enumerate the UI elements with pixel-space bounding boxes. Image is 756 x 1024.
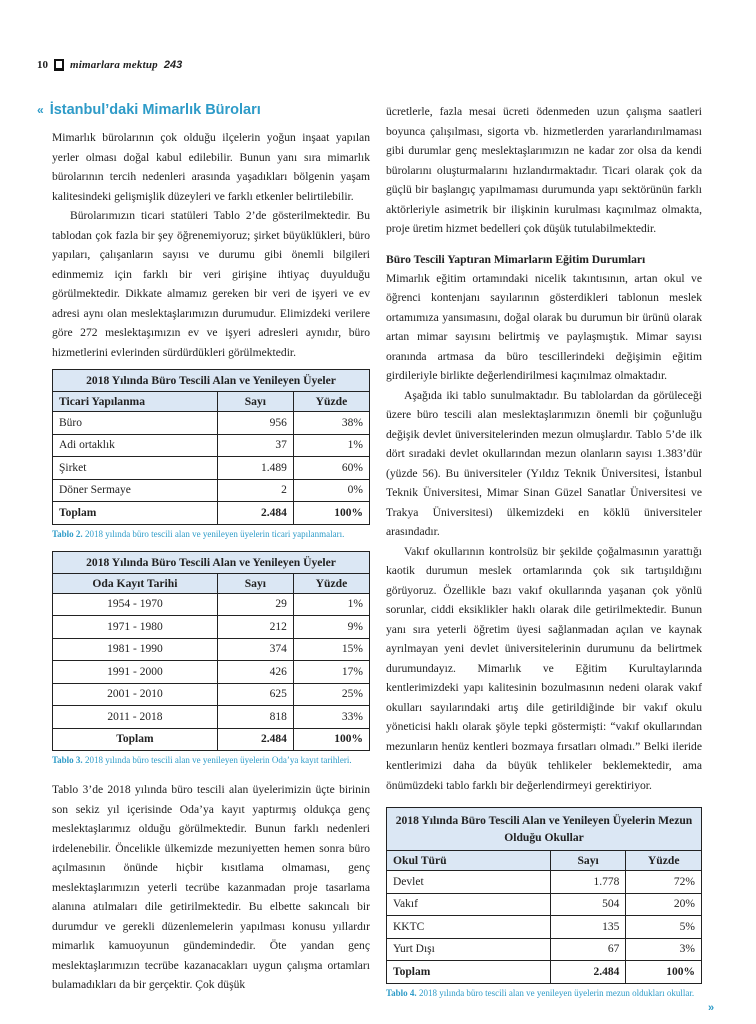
- paragraph: Vakıf okullarının kontrolsüz bir şekilde çoğalmasının yarattığı kaotik durumun meslek ortamlarında çok sık tartışıldığını görüyoruz. Özellikle bazı vakıf okullarında yaşanan çok yönlü sorunlar, ciddi eksiklikler haklı olarak dile getirilmektedir. Bunun yanı sıra yeterli öğretim üyesi sağlanmadan açılan ve kaynak ayrılmayan yeni devlet üniversitelerinin durumunu da belirtmek durumundayız. Mimarlık ve Eğitim Kurultaylarında kentlerimizdeki yapı kalitesinin bozulmasının nedeni olarak vakıf okulları sayılarındaki artış dile getirildiğinde bir vakıf okulu yöneticisi haklı olarak şöyle tepki göstermişti: “vakıf okullarından mezunların henüz kentleri bozmaya fırsatları olmadı.” Belki ileride kentlerimizi daha da büyük tehlikeler beklemektedir, ama önümüzdeki tablo farklı bir değerlendirmeyi gerektiriyor.: [386, 544, 702, 792]
- table-cell: 100%: [626, 961, 702, 984]
- subheading: Büro Tescili Yaptıran Mimarların Eğitim Durumları: [386, 252, 646, 266]
- table2-title: 2018 Yılında Büro Tescili Alan ve Yenileyen Üyeler: [53, 370, 370, 392]
- table-cell: 15%: [293, 638, 369, 661]
- table3-header: Sayı: [217, 573, 293, 593]
- table3-header: Oda Kayıt Tarihi: [53, 573, 218, 593]
- table3-caption: [52, 754, 370, 766]
- table-cell: Toplam: [393, 965, 431, 978]
- table4-caption: [386, 987, 702, 999]
- table2-header: Yüzde: [293, 392, 369, 412]
- table-cell: 135: [550, 916, 626, 939]
- paragraph: ücretlerle, fazla mesai ücreti ödenmeden uzun çalışma saatleri boyunca çalışılması, sigorta vb. hizmetlerden yararlandırılmaması gibi durumlar genç meslektaşlarımızın ne kadar zor olsa da kendi bürolarını oluşturmalarını hızlandırmaktadır. Ticari olarak çok da güçlü bir başlangıç yapılmaması durumunda yapı sektörünün farklı aktörleriyle asimetrik bir ilişkinin kurulması kaçınılmaz olmakta, proje üretim hizmet bedelleri çok düşük tutulabilmektedir.: [386, 105, 702, 235]
- table-total-row: [53, 502, 370, 525]
- section-title: [37, 102, 261, 118]
- table-cell: 2.484: [217, 728, 293, 751]
- table-cell: Şirket: [53, 457, 218, 480]
- table-row: [53, 479, 370, 502]
- table3-header: Yüzde: [293, 573, 369, 593]
- paragraph: Bürolarımızın ticari statüleri Tablo 2’de gösterilmektedir. Bu tablodan çok fazla bir şey öğrenemiyoruz; şirket büyüklükleri, büro yapıları, çalışanların sayısı ve durumu gibi önemli bilgileri edinmemiz için farklı bir veri girişine ihtiyaç duyulduğu görülmektedir. Dikkate almamız gereken bir veri de işyeri ve ev adresi aynı olan meslektaşlarımızın durumudur. Elimizdeki verilere göre 272 meslektaşımızın ev ve işyeri adresleri aynıdır, büro hizmetlerini evlerinden sürdürdükleri görülmektedir.: [52, 209, 370, 359]
- table-cell: 1.778: [550, 871, 626, 894]
- magazine-logo-icon: [54, 59, 64, 71]
- table-row: [53, 638, 370, 661]
- table4-header: Okul Türü: [387, 851, 551, 871]
- table-cell: 17%: [293, 661, 369, 684]
- table-cell: Adi ortaklık: [53, 434, 218, 457]
- table-cell: Toplam: [116, 733, 154, 746]
- table-row: [53, 661, 370, 684]
- paragraph: Mimarlık eğitim ortamındaki nicelik takıntısının, artan okul ve öğrenci kontenjanı sayılarının gösterdikleri tablonun meslek ortamımıza yansımasını, doğal olarak bu durumun bir ürünü olarak artan mimar sayısını belirtmiş ve paylaşmıştık. Mimar sayısı oranında artmasa da büro tescillerindeki değişimin eğitim girdileriyle birlikte değerlendirilmesi kaçınılmaz olmaktadır.: [386, 271, 702, 382]
- table2-header: Sayı: [217, 392, 293, 412]
- table-row: [387, 871, 702, 894]
- table4-header: Yüzde: [626, 851, 702, 871]
- table4-block: [386, 807, 702, 999]
- table-row: [53, 706, 370, 729]
- caption-label: Tablo 2.: [52, 528, 83, 539]
- table-cell: 1%: [293, 434, 369, 457]
- caption-text: 2018 yılında büro tescili alan ve yenileyen üyelerin Oda’ya kayıt tarihleri.: [84, 755, 352, 765]
- table-cell: 29: [217, 593, 293, 616]
- table-cell: Yurt Dışı: [387, 938, 551, 961]
- table-cell: 1971 - 1980: [53, 616, 218, 639]
- left-column: [52, 128, 370, 995]
- magazine-issue: 243: [163, 59, 183, 71]
- table-cell: 72%: [626, 871, 702, 894]
- table4-title: 2018 Yılında Büro Tescili Alan ve Yenileyen Üyelerin Mezun Olduğu Okullar: [387, 808, 702, 851]
- table-cell: 33%: [293, 706, 369, 729]
- caption-text: 2018 yılında büro tescili alan ve yenileyen üyelerin mezun oldukları okullar.: [418, 987, 695, 998]
- table-cell: 25%: [293, 683, 369, 706]
- table-cell: Vakıf: [387, 893, 551, 916]
- table-row: [53, 457, 370, 480]
- table-row: [387, 938, 702, 961]
- table-cell: Toplam: [59, 506, 97, 519]
- table-cell: 956: [217, 412, 293, 435]
- table-row: [53, 434, 370, 457]
- table-row: [53, 616, 370, 639]
- table-cell: 60%: [293, 457, 369, 480]
- table-cell: 2: [217, 479, 293, 502]
- table-cell: 67: [550, 938, 626, 961]
- table-cell: 1981 - 1990: [53, 638, 218, 661]
- table-cell: 1991 - 2000: [53, 661, 218, 684]
- table-cell: 625: [217, 683, 293, 706]
- table-cell: 100%: [293, 728, 369, 751]
- table2-block: [52, 369, 370, 540]
- table-cell: 212: [217, 616, 293, 639]
- table-cell: Devlet: [387, 871, 551, 894]
- table-total-row: [53, 728, 370, 751]
- table-row: [53, 683, 370, 706]
- page-header: [37, 57, 182, 73]
- caption-label: Tablo 3.: [52, 755, 83, 765]
- table-cell: 9%: [293, 616, 369, 639]
- table-cell: 818: [217, 706, 293, 729]
- table-cell: 374: [217, 638, 293, 661]
- table-cell: 1%: [293, 593, 369, 616]
- table-cell: 3%: [626, 938, 702, 961]
- table4-header: Sayı: [550, 851, 626, 871]
- table2-caption: [52, 528, 370, 540]
- table-cell: 0%: [293, 479, 369, 502]
- table-cell: 20%: [626, 893, 702, 916]
- paragraph: Tablo 3’de 2018 yılında büro tescili alan üyelerimizin üçte birinin son sekiz yıl içerisinde Oda’ya kayıt yaptırmış oldukça genç meslektaşlarımız olduğu görülmektedir. Bunun farklı nedenleri irdelenebilir. Öncelikle ülkemizde mezuniyetten hemen sonra büro açılmasının önünde hiçbir kısıtlama olmaması, genç meslektaşlarımızın yeterli tecrübe kazanmadan proje tasarlama alanına atılmaları dile getirilmektedir. Bu elbette sakıncalı bir durumdur ve gerekli düzenlemelerin yapılması konusu yıllardır mimarlık kamuoyunun gündemindedir. Öte yandan genç meslektaşlarımızın tecrübe kazanacakları uygun çalışma ortamları bulamadıkları da bir gerçektir. Çok düşük: [52, 783, 370, 991]
- table-cell: 37: [217, 434, 293, 457]
- section-title-text: İstanbul’daki Mimarlık Büroları: [49, 102, 261, 118]
- table-cell: 100%: [293, 502, 369, 525]
- table-cell: KKTC: [387, 916, 551, 939]
- table-cell: 5%: [626, 916, 702, 939]
- paragraph: Mimarlık bürolarının çok olduğu ilçelerin yoğun inşaat yapılan yerler olması doğal kabul edilebilir. Bunun yanı sıra mimarlık bürolarının tercih nedenleri arasında yaşadıkları bölgenin yaşam kalitesindeki gelişmişlik düzeyleri ve farklı etkenler belirtilebilir.: [52, 131, 370, 203]
- table-cell: Döner Sermaye: [53, 479, 218, 502]
- table-cell: 2.484: [550, 961, 626, 984]
- table-row: [53, 412, 370, 435]
- table-cell: Büro: [53, 412, 218, 435]
- table-cell: 38%: [293, 412, 369, 435]
- table-cell: 504: [550, 893, 626, 916]
- double-arrow-right-icon: »: [708, 1002, 715, 1014]
- page-number: 10: [37, 59, 48, 71]
- table-cell: 2.484: [217, 502, 293, 525]
- double-arrow-left-icon: «: [37, 103, 44, 117]
- table-cell: 1954 - 1970: [53, 593, 218, 616]
- table-row: [387, 916, 702, 939]
- table-total-row: [387, 961, 702, 984]
- caption-label: Tablo 4.: [386, 987, 417, 998]
- table-cell: 1.489: [217, 457, 293, 480]
- caption-text: 2018 yılında büro tescili alan ve yenileyen üyelerin ticari yapılanmaları.: [84, 528, 345, 539]
- magazine-name: mimarlara mektup: [70, 59, 158, 71]
- table3-block: [52, 551, 370, 767]
- table-cell: 426: [217, 661, 293, 684]
- paragraph: Aşağıda iki tablo sunulmaktadır. Bu tablolardan da görüleceği üzere büro tescili alan meslektaşlarımızın önemli bir çoğunluğu değişik devlet üniversitelerinden mezun olmuşlardır. Tablo 5’de ilk dört sıradaki devlet okullarından mezun olanların sayısı 1.383’dür (yüzde 56). Bu üniversiteler (Yıldız Teknik Üniversitesi, İstanbul Teknik Üniversitesi, Mimar Sinan Güzel Sanatlar Üniversitesi ve Trakya Üniversitesi) ülkemizdeki en köklü üniversiteler arasındadır.: [386, 388, 702, 538]
- table3: [52, 551, 370, 752]
- table3-title: 2018 Yılında Büro Tescili Alan ve Yenileyen Üyeler: [53, 551, 370, 573]
- table-cell: 2011 - 2018: [53, 706, 218, 729]
- table2-header: Ticari Yapılanma: [53, 392, 218, 412]
- right-column: [386, 102, 702, 999]
- table-cell: 2001 - 2010: [53, 683, 218, 706]
- table4: [386, 807, 702, 984]
- table-row: [387, 893, 702, 916]
- table-row: [53, 593, 370, 616]
- table2: [52, 369, 370, 525]
